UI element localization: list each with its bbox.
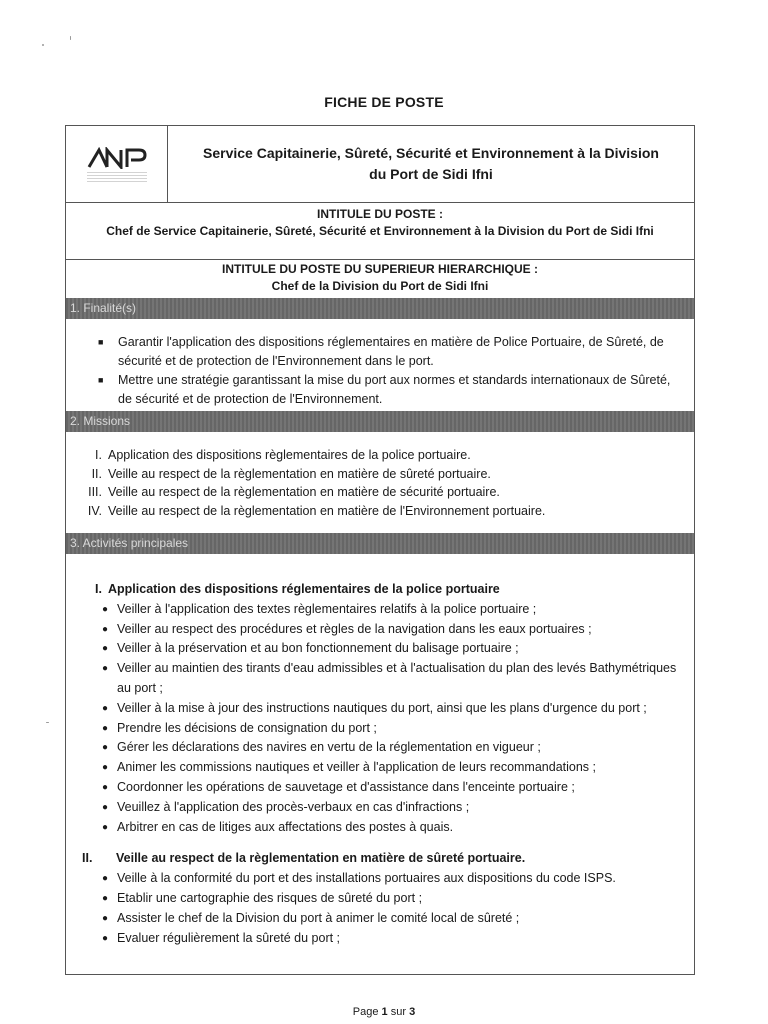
finalite-text: Mettre une stratégie garantissant la mise du port aux normes et standards internationaux de Sûreté, de sécurité et de protection de l'Environnement. (118, 373, 671, 406)
list-item (98, 333, 684, 371)
superior-title-block (66, 260, 694, 298)
mission-number: II. (91, 466, 102, 481)
finalites-list (66, 319, 694, 411)
scan-speck (70, 36, 71, 40)
activity-number: I. (95, 582, 102, 596)
activity-text: Veiller à la mise à jour des instructions nautiques du port, ainsi que les plans d'urgence du port ; (117, 700, 647, 715)
activity-text: Evaluer régulièrement la sûreté du port ; (117, 930, 341, 945)
job-sheet-frame (65, 125, 695, 975)
list-item (80, 659, 684, 699)
anp-logo-icon (85, 147, 149, 169)
page-title: FICHE DE POSTE (324, 94, 444, 110)
activity-heading (80, 580, 684, 600)
bullet-icon: ● (102, 643, 109, 655)
mission-text: Veille au respect de la règlementation en matière de l'Environnement portuaire. (108, 503, 546, 518)
mission-text: Application des dispositions règlementaires de la police portuaire. (108, 448, 471, 462)
missions-list (66, 432, 694, 533)
activity-text: Etablir une cartographie des risques de sûreté du port ; (117, 890, 423, 905)
list-item (76, 446, 694, 465)
list-item (80, 758, 684, 778)
footer-current-page: 1 (381, 1006, 388, 1018)
bullet-icon: ● (102, 623, 109, 635)
mission-number: I. (95, 448, 102, 462)
list-item (80, 889, 684, 909)
superior-title-heading: INTITULE DU POSTE DU SUPERIEUR HIERARCHIQUE : (221, 262, 539, 276)
footer-sur-label: sur (390, 1006, 407, 1018)
activity-text: Arbitrer en cas de litiges aux affectations des postes à quais. (117, 819, 454, 834)
mission-number: IV. (87, 503, 102, 518)
activity-heading (80, 849, 684, 869)
bullet-icon: ● (102, 801, 109, 813)
job-title-value: Chef de Service Capitainerie, Sûreté, Sécurité et Environnement à la Division du Port de Sidi Ifni (106, 224, 654, 238)
bullet-icon: ● (102, 603, 109, 615)
scan-speck (42, 44, 44, 46)
superior-title-value: Chef de la Division du Port de Sidi Ifni (271, 279, 489, 293)
list-item (76, 483, 694, 502)
list-item (80, 738, 684, 758)
footer-total-pages: 3 (409, 1006, 416, 1018)
square-bullet-icon: ■ (98, 337, 104, 347)
mission-text: Veille au respect de la règlementation en matière de sécurité portuaire. (108, 485, 500, 499)
activity-title: Application des dispositions réglementaires de la police portuaire (108, 582, 500, 596)
list-item (98, 371, 684, 409)
service-title-line1: Service Capitainerie, Sûreté, Sécurité et Environnement à la Division (203, 145, 659, 161)
list-item (80, 929, 684, 949)
bullet-icon: ● (102, 781, 109, 793)
list-item (80, 869, 684, 889)
bullet-icon: ● (102, 873, 109, 885)
activity-text: Veiller à la préservation et au bon fonctionnement du balisage portuaire ; (117, 641, 519, 656)
service-title-line2: du Port de Sidi Ifni (369, 166, 493, 182)
logo-cell (66, 126, 168, 202)
footer-page-label: Page (352, 1006, 379, 1018)
list-item (80, 778, 684, 798)
bullet-icon: ● (102, 821, 109, 833)
mission-number: III. (88, 485, 102, 499)
list-item (76, 502, 694, 521)
bullet-icon: ● (102, 702, 109, 714)
list-item (80, 600, 684, 620)
activity-text: Coordonner les opérations de sauvetage et d'assistance dans l'enceinte portuaire ; (117, 779, 575, 794)
list-item (80, 620, 684, 640)
logo-fine-print (87, 172, 147, 182)
activity-text: Veiller au respect des procédures et règles de la navigation dans les eaux portuaires ; (117, 621, 592, 636)
scan-speck (46, 722, 49, 723)
job-title-heading: INTITULE DU POSTE : (317, 207, 443, 221)
service-title (168, 126, 694, 202)
activity-text: Gérer les déclarations des navires en vertu de la réglementation en vigueur ; (117, 740, 541, 755)
activity-text: Veiller à l'application des textes règlementaires relatifs à la police portuaire ; (117, 601, 537, 616)
activity-title: Veille au respect de la règlementation en matière de sûreté portuaire. (116, 851, 526, 866)
bullet-icon: ● (102, 932, 109, 944)
bullet-icon: ● (102, 762, 109, 774)
bullet-icon: ● (102, 742, 109, 754)
activites-content (66, 554, 694, 948)
section-header-activites: 3. Activités principales (66, 533, 694, 554)
bullet-icon: ● (102, 912, 109, 924)
activity-number: II. (82, 851, 93, 866)
bullet-icon: ● (102, 663, 109, 675)
section-header-finalites: 1. Finalité(s) (66, 298, 694, 319)
square-bullet-icon: ■ (98, 375, 104, 385)
list-item (80, 639, 684, 659)
page-footer (0, 1006, 768, 1018)
bullet-icon: ● (102, 722, 109, 734)
activity-text: Veille à la conformité du port et des installations portuaires aux dispositions du code ISPS. (117, 871, 616, 886)
list-item (80, 719, 684, 739)
mission-text: Veille au respect de la règlementation en matière de sûreté portuaire. (108, 466, 491, 481)
list-item (80, 909, 684, 929)
job-title-block (66, 203, 694, 260)
finalite-text: Garantir l'application des dispositions réglementaires en matière de Police Portuaire, de Sûreté, de sécurité et de protection de l'Environnement dans le port. (118, 335, 664, 368)
list-item (80, 818, 684, 838)
activity-text: Animer les commissions nautiques et veiller à l'application de leurs recommandations ; (117, 760, 596, 775)
bullet-icon: ● (102, 892, 109, 904)
list-item (80, 699, 684, 719)
activity-text: Assister le chef de la Division du port à animer le comité local de sûreté ; (117, 910, 520, 925)
activity-text: Prendre les décisions de consignation du port ; (117, 720, 377, 735)
section-header-missions: 2. Missions (66, 411, 694, 432)
activity-text: Veiller au maintien des tirants d'eau admissibles et à l'actualisation du plan des levés Bathymétriques au port ; (117, 661, 677, 695)
list-item (80, 798, 684, 818)
header-row (66, 126, 694, 203)
activity-text: Veuillez à l'application des procès-verbaux en cas d'infractions ; (117, 799, 470, 814)
list-item (76, 465, 694, 484)
